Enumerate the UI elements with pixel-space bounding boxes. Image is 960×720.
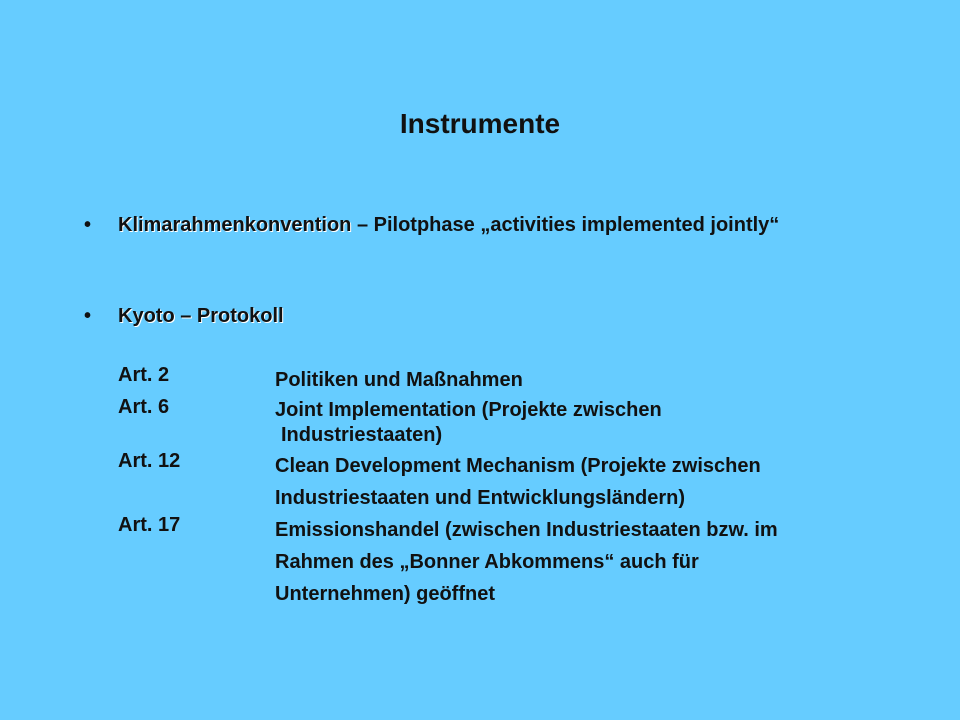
bullet-item-kyoto-protokoll (84, 302, 864, 330)
article-description: Rahmen des „Bonner Abkommens“ auch für (275, 551, 699, 573)
bullet-marker: • (84, 214, 92, 236)
article-number: Art. 12 (118, 450, 181, 472)
bullet-text (118, 302, 864, 330)
article-description: Clean Development Mechanism (Projekte zwischen (275, 455, 761, 477)
article-description: Emissionshandel (zwischen Industriestaaten bzw. im (275, 519, 778, 541)
bullet-description: – Pilotphase „activities implemented jointly“ (351, 214, 780, 236)
bullet-text (118, 211, 864, 239)
article-description: Unternehmen) geöffnet (275, 583, 495, 605)
bullet-term: Klimarahmenkonvention (118, 214, 352, 236)
slide-title: Instrumente (399, 108, 561, 139)
article-row (118, 450, 918, 514)
bullet-item-klimarahmenkonvention (84, 211, 864, 239)
article-description: Industriestaaten) (281, 424, 443, 446)
article-description: Joint Implementation (Projekte zwischen (275, 399, 662, 421)
article-row (118, 364, 918, 396)
article-number: Art. 6 (118, 396, 170, 418)
article-description: Politiken und Maßnahmen (275, 369, 523, 391)
article-list (118, 364, 918, 610)
article-description: Industriestaaten und Entwicklungsländern) (275, 487, 686, 509)
bullet-term: Kyoto – Protokoll (118, 305, 284, 327)
article-number: Art. 17 (118, 514, 181, 536)
article-row (118, 396, 918, 450)
article-number: Art. 2 (118, 364, 170, 386)
article-row (118, 514, 918, 610)
bullet-marker: • (84, 305, 92, 327)
